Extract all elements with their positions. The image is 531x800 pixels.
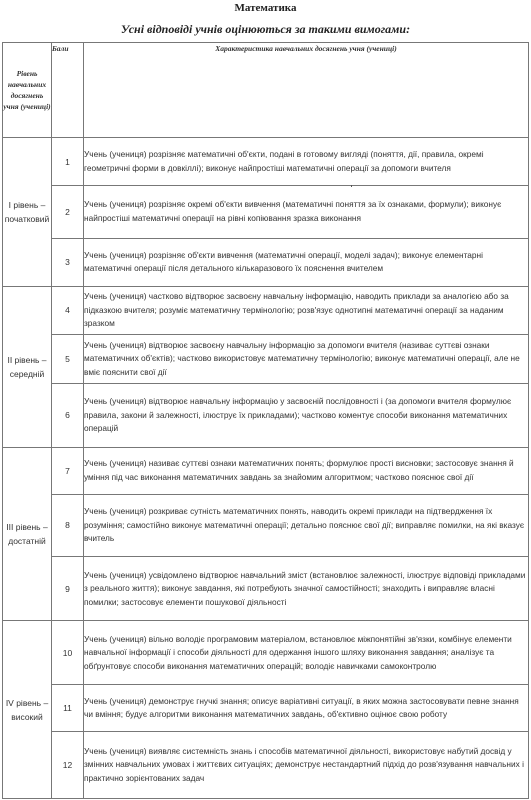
header-description: Характеристика навчальних досягнень учня (учениці)	[84, 43, 529, 138]
description-cell: Учень (учениця) демонструє гнучкі знання; описує варіативні ситуації, в яких можна застосовувати певне знання чи вміння; будує алгоритми виконання математичних завдань, об'єктивно оцінює свою роботу	[84, 685, 529, 732]
table-row	[3, 731, 529, 798]
score-cell: 5	[52, 335, 84, 384]
stray-mark	[351, 185, 352, 187]
table-row	[3, 138, 529, 186]
score-cell: 12	[52, 731, 84, 798]
description-cell: Учень (учениця) виявляє системність знань і способів математичної діяльності, використовує набутий досвід у змінних навчальних умовах і життєвих ситуаціях; демонструє нестандартний підхід до розв'язування навчальних і практично зорієнтованих задач	[84, 731, 529, 798]
description-cell: Учень (учениця) розрізняє об'єкти вивчення (математичні операції, моделі задач); виконує елементарні математичні операції після детального кількаразового їх пояснення вчителем	[84, 238, 529, 286]
table-row	[3, 286, 529, 335]
score-cell: 3	[52, 238, 84, 286]
description-cell: Учень (учениця) відтворює засвоєну навчальну інформацію за допомоги вчителя (називає суттєві ознаки математичних об'єктів); частково використовує математичну термінологію; виконує математичні операції, але не вміє пояснити свої дії	[84, 335, 529, 384]
page-subtitle: Усні відповіді учнів оцінюються за такими вимогами:	[120, 22, 411, 36]
header-level: Рівень навчальних досягнень учня (учениці)	[3, 43, 52, 138]
description-cell: Учень (учениця) розкриває сутність математичних понять, наводить окремі приклади на підтвердження їх розуміння; самостійно виконує математичні операції; детально пояснює свої дії; виправляє помилки, на які вказує вчитель	[84, 494, 529, 557]
table-row	[3, 621, 529, 685]
level-cell-4: IV рівень – високий	[3, 621, 52, 799]
score-cell: 10	[52, 621, 84, 685]
table-row	[3, 557, 529, 621]
score-cell: 1	[52, 138, 84, 186]
table-header-row	[3, 43, 529, 138]
table-row	[3, 383, 529, 447]
description-cell: Учень (учениця) розрізняє математичні об'єкти, подані в готовому вигляді (поняття, дії, правила, окремі геометричні форми в довкіллі); виконує найпростіші математичні операції за допомоги вчителя	[84, 138, 529, 186]
table-row	[3, 685, 529, 732]
header-score: Бали	[52, 43, 84, 138]
description-cell: Учень (учениця) вільно володіє програмовим матеріалом, встановлює міжпонятійні зв'язки, комбінує елементи навчальної інформації і способи діяльності для одержання іншого шляху виконання завдання; аналізує та обґрунтовує способи виконання математичних операцій; володіє навичками самоконтролю	[84, 621, 529, 685]
description-cell: Учень (учениця) усвідомлено відтворює навчальний зміст (встановлює залежності, ілюструє відповіді прикладами з реального життя); виконує завдання, які потребують значної самостійності; знаходить і виправляє власні помилки; застосовує елементи пошукової діяльності	[84, 557, 529, 621]
table-row	[3, 494, 529, 557]
description-cell: Учень (учениця) розрізняє окремі об'єкти вивчення (математичні поняття за їх ознаками, формули); виконує найпростіші математичні операції на рівні копіювання зразка виконання	[84, 186, 529, 239]
page-title: Математика	[234, 2, 297, 14]
score-cell: 2	[52, 186, 84, 239]
score-cell: 11	[52, 685, 84, 732]
score-cell: 7	[52, 447, 84, 494]
table-row	[3, 238, 529, 286]
description-cell: Учень (учениця) відтворює навчальну інформацію у засвоєній послідовності і (за допомоги вчителя формулює правила, закони й залежності, ілюструє їх прикладами); частково коментує способи виконання математичних операцій	[84, 383, 529, 447]
score-cell: 6	[52, 383, 84, 447]
description-cell: Учень (учениця) називає суттєві ознаки математичних понять; формулює прості висновки; застосовує знання й уміння під час виконання математичних завдань за знайомим алгоритмом; частково пояснює свої дії	[84, 447, 529, 494]
score-cell: 9	[52, 557, 84, 621]
grading-table	[2, 42, 529, 799]
table-row	[3, 447, 529, 494]
description-cell: Учень (учениця) частково відтворює засвоєну навчальну інформацію, наводить приклади за аналогією або за підказкою вчителя; розуміє математичну термінологію; розв'язує однотипні математичні операції за наданим зразком	[84, 286, 529, 335]
score-cell: 4	[52, 286, 84, 335]
table-row	[3, 186, 529, 239]
level-cell-2: II рівень – середній	[3, 286, 52, 447]
table-row	[3, 335, 529, 384]
score-cell: 8	[52, 494, 84, 557]
level-cell-3: III рівень – достатній	[3, 447, 52, 621]
level-cell-1: I рівень – початковий	[3, 138, 52, 286]
